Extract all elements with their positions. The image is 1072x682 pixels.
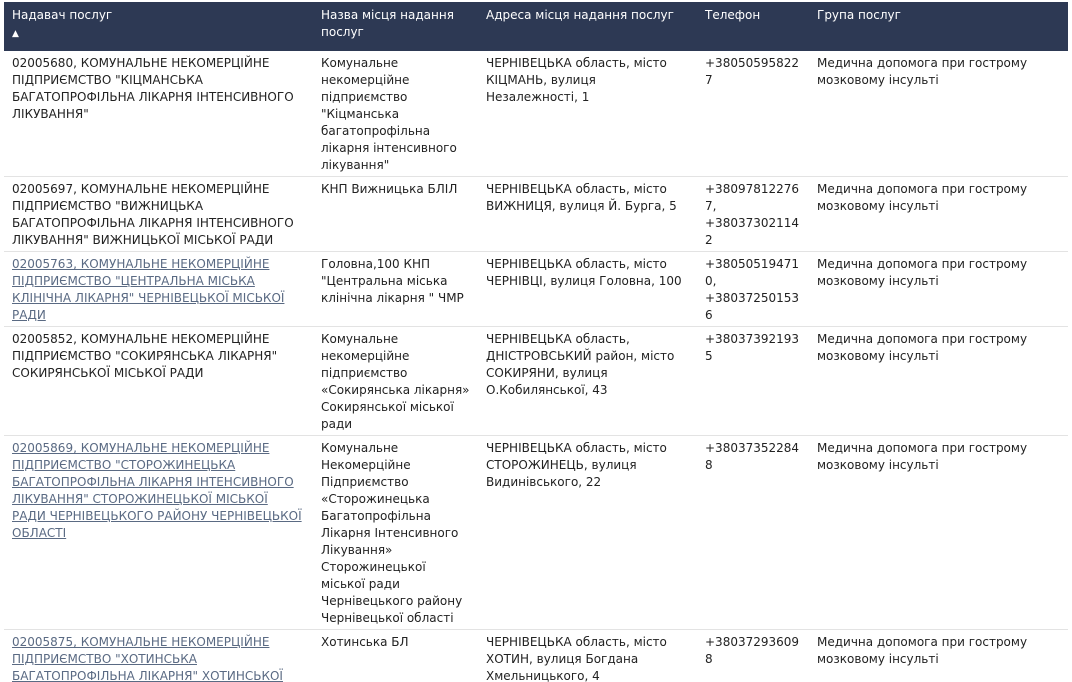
- provider-link[interactable]: 02005875, КОМУНАЛЬНЕ НЕКОМЕРЦІЙНЕ ПІДПРИЄМСТВО "ХОТИНСЬКА БАГАТОПРОФІЛЬНА ЛІКАРНЯ" ХОТИНСЬКОЇ: [12, 635, 283, 682]
- header-row: [4, 2, 1068, 51]
- cell-place-name: Комунальне некомерційне підприємство «Сокирянська лікарня» Сокирянської міської ради: [313, 327, 478, 436]
- column-header-place-name[interactable]: [313, 2, 478, 51]
- sort-ascending-icon[interactable]: ▲: [12, 29, 19, 39]
- cell-place-name: Комунальне Некомерційне Підприємство «Сторожинецька Багатопрофільна Лікарня Інтенсивного Лікування» Сторожинецької міської ради Чернівецького району Чернівецької області: [313, 436, 478, 630]
- table-row: [4, 252, 1068, 327]
- table-row: [4, 51, 1068, 177]
- column-header-provider-label: Надавач послуг: [12, 8, 113, 22]
- cell-address: ЧЕРНІВЕЦЬКА область, місто ЧЕРНІВЦІ, вулиця Головна, 100: [478, 252, 697, 327]
- column-header-place-name-label: Назва місця надання послуг: [321, 8, 454, 39]
- column-header-provider[interactable]: [4, 2, 313, 51]
- cell-phone: +380373921935: [697, 327, 809, 436]
- cell-provider: 02005680, КОМУНАЛЬНЕ НЕКОМЕРЦІЙНЕ ПІДПРИЄМСТВО "КІЦМАНСЬКА БАГАТОПРОФІЛЬНА ЛІКАРНЯ ІНТЕНСИВНОГО ЛІКУВАННЯ": [4, 51, 313, 177]
- table-header: [4, 2, 1068, 51]
- column-header-address-label: Адреса місця надання послуг: [486, 8, 674, 22]
- cell-group: Медична допомога при гострому мозковому інсульті: [809, 177, 1068, 252]
- cell-address: ЧЕРНІВЕЦЬКА область, місто КІЦМАНЬ, вулиця Незалежності, 1: [478, 51, 697, 177]
- cell-address: ЧЕРНІВЕЦЬКА область, ДНІСТРОВСЬКИЙ район, місто СОКИРЯНИ, вулиця О.Кобилянської, 43: [478, 327, 697, 436]
- table-row: [4, 630, 1068, 682]
- table-row: [4, 327, 1068, 436]
- cell-provider: [4, 252, 313, 327]
- table-body: [4, 51, 1068, 682]
- cell-place-name: Хотинська БЛ: [313, 630, 478, 682]
- table-row: [4, 436, 1068, 630]
- providers-table: [4, 2, 1068, 682]
- cell-group: Медична допомога при гострому мозковому інсульті: [809, 327, 1068, 436]
- cell-place-name: КНП Вижницька БЛІЛ: [313, 177, 478, 252]
- cell-phone: +380373522848: [697, 436, 809, 630]
- provider-link[interactable]: 02005763, КОМУНАЛЬНЕ НЕКОМЕРЦІЙНЕ ПІДПРИЄМСТВО "ЦЕНТРАЛЬНА МІСЬКА КЛІНІЧНА ЛІКАРНЯ" ЧЕРНІВЕЦЬКОЇ МІСЬКОЇ РАДИ: [12, 257, 285, 322]
- column-header-group-label: Група послуг: [817, 8, 901, 22]
- cell-phone: +380978122767, +380373021142: [697, 177, 809, 252]
- cell-group: Медична допомога при гострому мозковому інсульті: [809, 252, 1068, 327]
- provider-link[interactable]: 02005869, КОМУНАЛЬНЕ НЕКОМЕРЦІЙНЕ ПІДПРИЄМСТВО "СТОРОЖИНЕЦЬКА БАГАТОПРОФІЛЬНА ЛІКАРНЯ ІНТЕНСИВНОГО ЛІКУВАННЯ" СТОРОЖИНЕЦЬКОЇ МІСЬКОЇ РАДИ ЧЕРНІВЕЦЬКОГО РАЙОНУ ЧЕРНІВЕЦЬКОЇ ОБЛАСТІ: [12, 441, 302, 540]
- column-header-address[interactable]: [478, 2, 697, 51]
- column-header-group[interactable]: [809, 2, 1068, 51]
- cell-provider: 02005697, КОМУНАЛЬНЕ НЕКОМЕРЦІЙНЕ ПІДПРИЄМСТВО "ВИЖНИЦЬКА БАГАТОПРОФІЛЬНА ЛІКАРНЯ ІНТЕНСИВНОГО ЛІКУВАННЯ" ВИЖНИЦЬКОЇ МІСЬКОЇ РАДИ: [4, 177, 313, 252]
- cell-group: Медична допомога при гострому мозковому інсульті: [809, 630, 1068, 682]
- cell-provider: [4, 630, 313, 682]
- table-row: [4, 177, 1068, 252]
- cell-group: Медична допомога при гострому мозковому інсульті: [809, 51, 1068, 177]
- cell-phone: +380372936098: [697, 630, 809, 682]
- cell-provider: [4, 436, 313, 630]
- cell-address: ЧЕРНІВЕЦЬКА область, місто ВИЖНИЦЯ, вулиця Й. Бурга, 5: [478, 177, 697, 252]
- cell-place-name: Головна,100 КНП "Центральна міська клінічна лікарня " ЧМР: [313, 252, 478, 327]
- cell-group: Медична допомога при гострому мозковому інсульті: [809, 436, 1068, 630]
- cell-phone: +380505958227: [697, 51, 809, 177]
- cell-phone: +380505194710, +380372501536: [697, 252, 809, 327]
- cell-address: ЧЕРНІВЕЦЬКА область, місто СТОРОЖИНЕЦЬ, вулиця Видинівського, 22: [478, 436, 697, 630]
- cell-provider: 02005852, КОМУНАЛЬНЕ НЕКОМЕРЦІЙНЕ ПІДПРИЄМСТВО "СОКИРЯНСЬКА ЛІКАРНЯ" СОКИРЯНСЬКОЇ МІСЬКОЇ РАДИ: [4, 327, 313, 436]
- cell-address: ЧЕРНІВЕЦЬКА область, місто ХОТИН, вулиця Богдана Хмельницького, 4: [478, 630, 697, 682]
- cell-place-name: Комунальне некомерційне підприємство "Кіцманська багатопрофільна лікарня інтенсивного лікування": [313, 51, 478, 177]
- column-header-phone[interactable]: [697, 2, 809, 51]
- column-header-phone-label: Телефон: [705, 8, 761, 22]
